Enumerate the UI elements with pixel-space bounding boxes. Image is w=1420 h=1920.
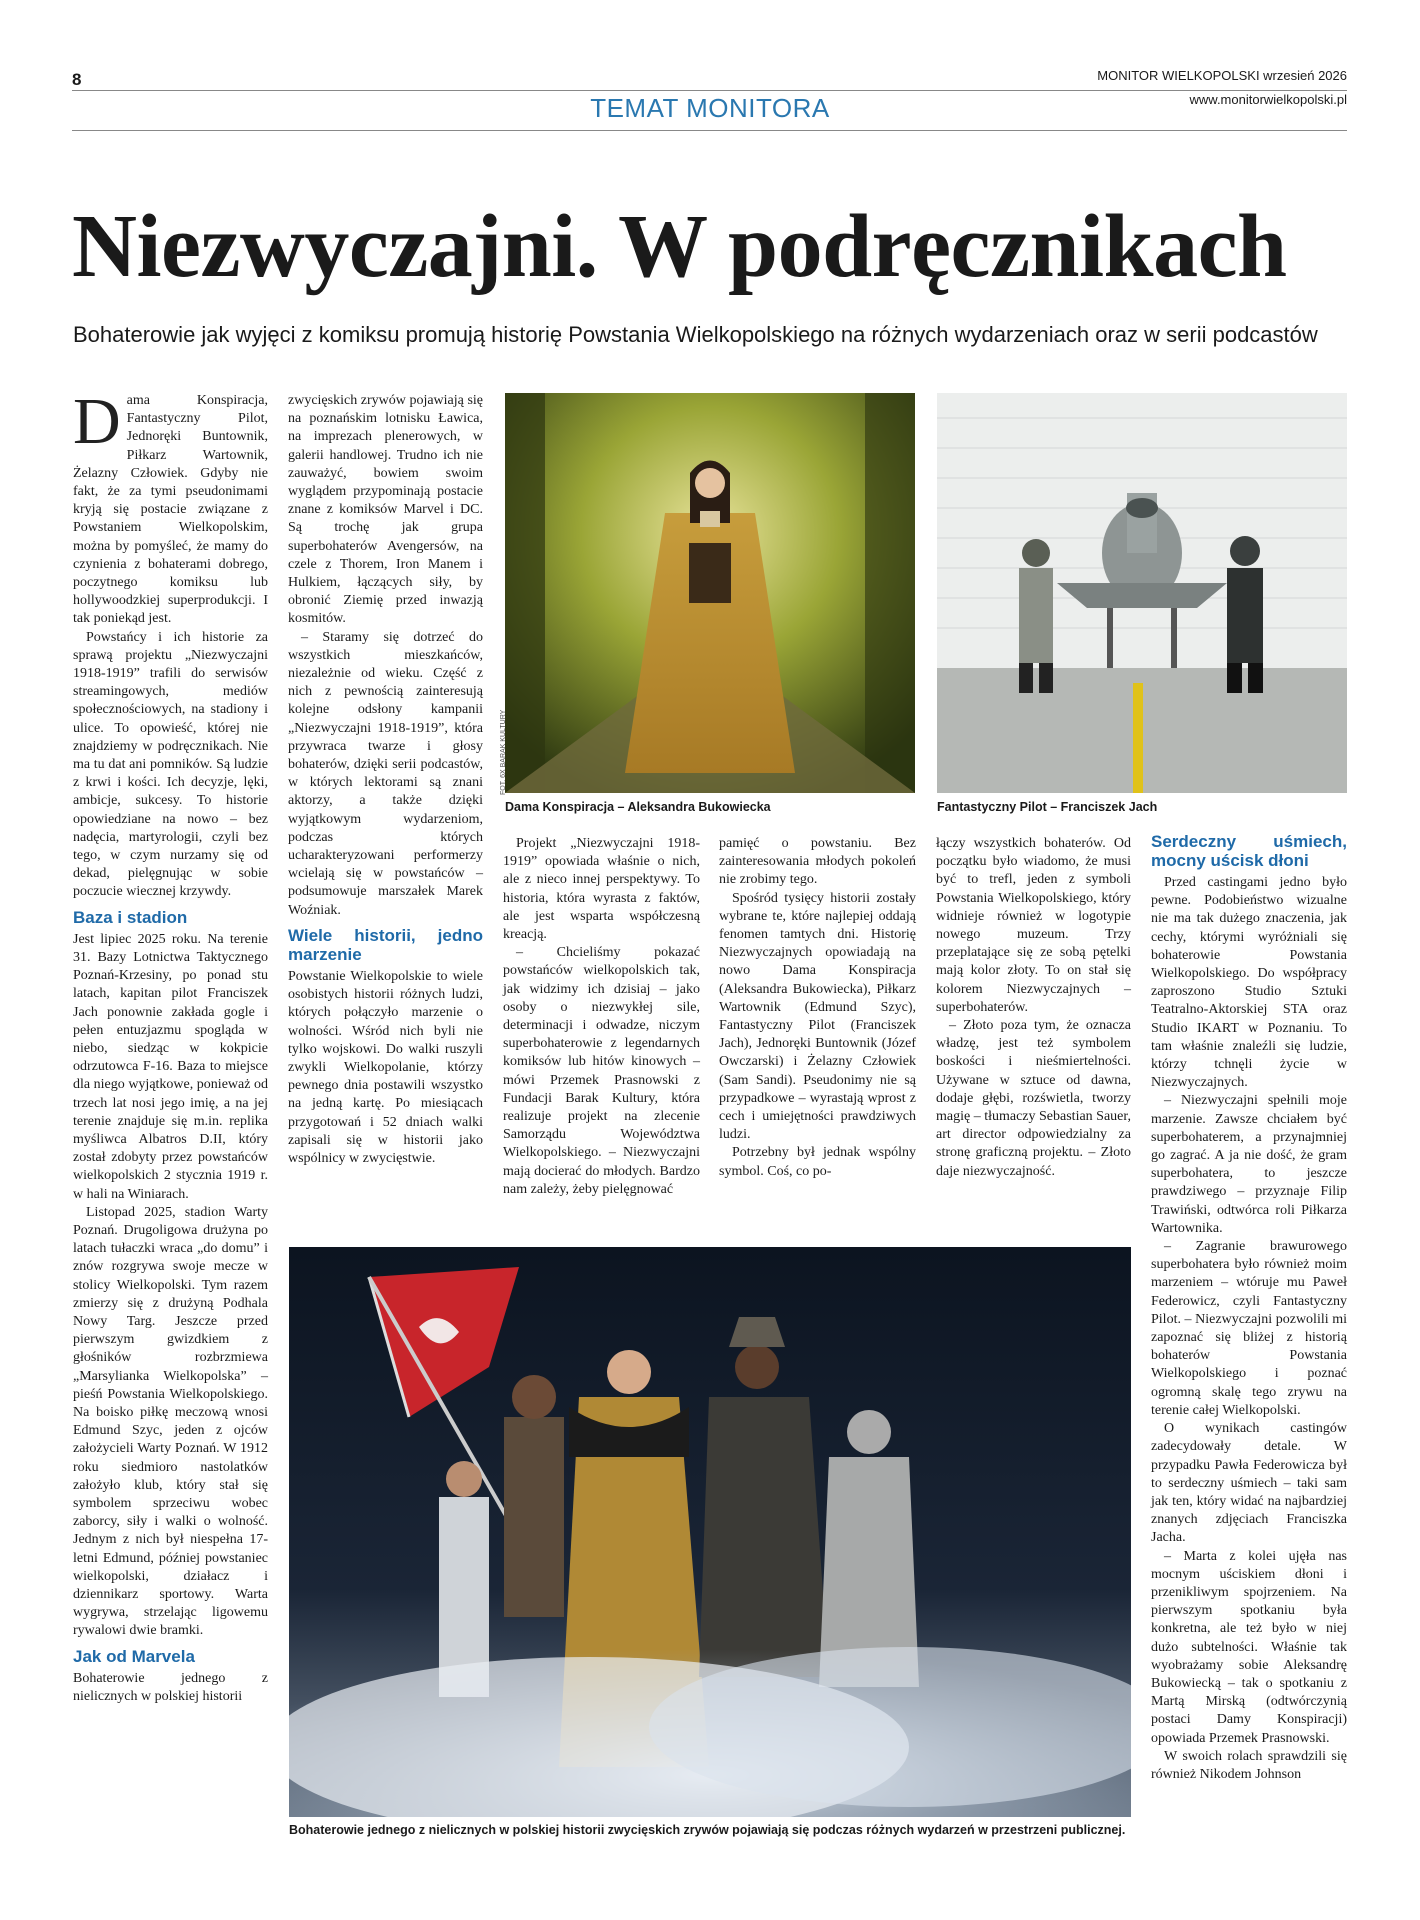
photo-group-with-flag: [289, 1247, 1131, 1817]
paragraph: pamięć o powstaniu. Bez zainteresowania młodych pokoleń nie zrobimy tego.: [719, 836, 916, 888]
paragraph: ama Konspiracja, Fantastyczny Pilot, Jednoręki Buntownik, Piłkarz Wartownik, Żelazny Człowiek. Gdyby nie fakt, że za tymi pseudonimami kryją się postacie związane z Powstaniem Wielkopolskim, można by pomyśleć, że mamy do czynienia z bohaterami dobrego, poczytnego komiksu lub hollywoodzkiej superprodukcji. I tak poniekąd jest.: [73, 393, 268, 627]
forest-portrait-image: [505, 393, 915, 793]
jet-hangar-image: [937, 393, 1347, 793]
photo2-caption: Fantastyczny Pilot – Franciszek Jach: [937, 800, 1158, 814]
paragraph: Potrzebny był jednak wspólny symbol. Coś, co po-: [719, 1145, 916, 1179]
subheading-wiele-historii: Wiele historii, jedno marzenie: [288, 925, 483, 964]
photo1-caption: Dama Konspiracja – Aleksandra Bukowiecka: [505, 800, 771, 814]
paragraph: Spośród tysięcy historii zostały wybrane te, które najlepiej oddają fenomen tamtych dni. Historię Niezwyczajnych opowiadają na nowo Dama Konspiracja (Aleksandra Bukowiecka), Piłkarz Wartownik (Edmund Szyc), Fantastyczny Pilot (Franciszek Jach), Jednoręki Buntownik (Józef Owczarski) i Żelazny Człowiek (Sam Sandi). Pseudonimy nie są przypadkowe – wyrastają wprost z cech i umiejętności prawdziwych ludzi.: [719, 890, 916, 1143]
paragraph: – Chcieliśmy pokazać powstańców wielkopolskich tak, jak widzimy ich dzisiaj – jako osoby o niezwykłej sile, determinacji i odwadze, niczym superbohaterowie z legendarnych komiksów lub hitów kinowych – mówi Przemek Prasnowski z Fundacji Barak Kultury, która realizuje projekt na zlecenie Samorządu Województwa Wielkopolskiego. – Niezwyczajni mają docierać do młodych. Bardzo nam zależy, żeby pielęgnować: [503, 945, 700, 1197]
paragraph: Projekt „Niezwyczajni 1918-1919” opowiada właśnie o nich, ale z nieco innej perspektywy. To historia, która wyrasta z faktów, ale jest wsparta współczesną kreacją.: [503, 836, 700, 943]
paragraph: Bohaterowie jednego z nielicznych w polskiej historii: [73, 1670, 268, 1704]
page-number: 8: [72, 70, 82, 89]
article-title: Niezwyczajni. W podręcznikach: [72, 197, 1287, 296]
paragraph: – Staramy się dotrzeć do wszystkich mieszkańców, niezależnie od wieku. Część z nich z pewnością zainteresują kolejne odsłony kampanii „Niezwyczajni 1918-1919”, która przywraca twarze i głosy bohaterów, dzięki serii podcastów, w których lektorami są znani aktorzy, a także dzięki wyjątkowym wydarzeniom, podczas których ucharakteryzowani performerzy wcielają się w powstańców – podsumowuje marszałek Marek Woźniak.: [288, 629, 483, 918]
article-lead: Bohaterowie jak wyjęci z komiksu promują historię Powstania Wielkopolskiego na różnych wydarzeniach oraz w serii podcastów: [73, 322, 1318, 347]
text-column-3: [503, 835, 700, 1199]
heroes-smoke-image: [289, 1247, 1131, 1817]
drop-cap: D: [73, 385, 121, 458]
subheading-serdeczny-usmiech: Serdeczny uśmiech, mocny uścisk dłoni: [1151, 832, 1347, 870]
paragraph: – Marta z kolei ujęła nas mocnym uściskiem dłoni i przenikliwym spojrzeniem. Na pierwszym spotkaniu była konkretna, ale też było w niej dużo subtelności. Właśnie tak wyobrażamy sobie Aleksandrę Bukowiecką – tak o spotkaniu z Martą Mirską (odtwórczynią postaci Damy Konspiracji) opowiada Przemek Prasnowski.: [1151, 1548, 1347, 1746]
paragraph: – Zagranie brawurowego superbohatera było również moim marzeniem – wtóruje mu Paweł Federowicz, czyli Fantastyczny Pilot. – Niezwyczajni pozwolili mi zapoznać się bliżej z historią bohaterów Powstania Wielkopolskiego i poznać ogromną skalę tego zrywu na terenie całej Wielkopolski.: [1151, 1239, 1347, 1418]
subheading-baza-i-stadion: Baza i stadion: [73, 907, 188, 927]
paragraph: Powstańcy i ich historie za sprawą projektu „Niezwyczajni 1918-1919” trafili do serwisów streamingowych, mediów społecznościowych, na stadiony i ulice. To opowieść, której nie znajdziemy w podręcznikach. Nie ma tu dat ani pomników. Są ludzie z krwi i kości. Ich decyzje, lęki, ambicje, sukcesy. To historie opowiedziane na nowo – bez nadęcia, martyrologii, czyli bez tego, w czym nurzamy się od dekad, pielęgnując w sobie poczucie wiecznej krzywdy.: [73, 629, 268, 900]
photo3-caption: Bohaterowie jednego z nielicznych w polskiej historii zwycięskich zrywów pojawiają się podczas różnych wydarzeń w przestrzeni publicznej.: [289, 1823, 1126, 1837]
text-column-5: [936, 835, 1131, 1181]
text-column-6: [1151, 832, 1347, 1784]
header-rule-bottom: [72, 130, 1347, 131]
text-column-4: [719, 835, 916, 1181]
paragraph: Przed castingami jedno było pewne. Podobieństwo wizualne nie ma tak dużego znaczenia, jak cechy, którymi wyróżniali się bohaterowie Powstania Wielkopolskiego. Do współpracy zaproszono Studio Sztuki Teatralno-Aktorskiej STA oraz Studio IKART w Poznaniu. To tam właśnie znaleźli się ludzie, którzy tchnęli życie w Niezwyczajnych.: [1151, 875, 1347, 1091]
header-rule-top: [72, 90, 1347, 91]
paragraph: – Złoto poza tym, że oznacza władzę, jest też symbolem boskości i nieśmiertelności. Używane w sztuce od dawna, dodaje głębi, rozświetla, tworzy magię – tłumaczy Sebastian Sauer, art director odpowiedzialny za stronę graficzną projektu. – Złoto daje niezwyczajność.: [936, 1018, 1131, 1179]
paragraph: W swoich rolach sprawdzili się również Nikodem Johnson: [1151, 1748, 1347, 1782]
paragraph: Jest lipiec 2025 roku. Na terenie 31. Bazy Lotnictwa Taktycznego Poznań-Krzesiny, po ponad stu latach, kapitan pilot Franciszek Jach ponownie zakłada gogle i pełen entuzjazmu spogląda w niebo, siedząc w kokpicie odrzutowca F-16. Baza to miejsce dla niego wyjątkowe, ponieważ od trzech lat nosi jego imię, a na jej terenie znajduje się m.in. replika myśliwca Albatros D.II, który został zdobyty przez powstańców wielkopolskich 2 stycznia 1919 r. w hali na Winiarach.: [73, 931, 268, 1202]
publication-info: MONITOR WIELKOPOLSKI wrzesień 2026: [1097, 68, 1347, 83]
photo-dama-konspiracja: [505, 393, 915, 793]
paragraph: łączy wszystkich bohaterów. Od początku było wiadomo, że musi być to trefl, jeden z symboli Powstania Wielkopolskiego, który widnieje również w logotypie nowego muzeum. Trzy przeplatające się ze sobą pętelki mają kolor złoty. To on stał się kolorem Niezwyczajnych – superbohaterów.: [936, 836, 1131, 1015]
text-column-2: [288, 392, 483, 1168]
paragraph: zwycięskich zrywów pojawiają się na poznańskim lotnisku Ławica, na imprezach plenerowych, w galerii handlowej. Trudno ich nie zauważyć, bowiem swoim wyglądem przypominają postacie znane z komiksów Marvel i DC. Są trochę jak grupa superbohaterów Avengersów, na czele z Thorem, Iron Manem i Hulkiem, łączących siły, by obronić Ziemię przed inwazją kosmitów.: [288, 393, 483, 627]
photo-fantastyczny-pilot: [937, 393, 1347, 793]
subheading-jak-od-marvela: Jak od Marvela: [73, 1646, 195, 1666]
paragraph: Listopad 2025, stadion Warty Poznań. Drugoligowa drużyna po latach tułaczki wraca „do domu” i znów rozgrywa swoje mecze w stolicy Wielkopolski. Tym razem zmierzy się z drużyną Podhala Nowy Targ. Jeszcze przed pierwszym gwizdkiem z głośników rozbrzmiewa „Marsylianka Wielkopolska” – pieśń Powstania Wielkopolskiego. Na boisko piłkę meczową wnosi Edmund Szyc, jeden z ojców założycieli Warty Poznań. W 1912 roku siedmioro nastolatków założyło klub, który stał się symbolem sprzeciwu wobec zaborcy, siły i walki o wolność. Jednym z nich był niespełna 17-letni Edmund, później powstaniec wielkopolski, działacz i dziennikarz sportowy. Warta wygrywa, strzelając ligowemu rywalowi dwie bramki.: [73, 1204, 268, 1639]
text-column-1: [73, 385, 268, 1862]
paragraph: – Niezwyczajni spełnili moje marzenie. Zawsze chciałem być superbohaterem, a przynajmniej go zagrać. A ja nie dość, że gram superbohatera, to jeszcze prawdziwego – przyznaje Filip Trawiński, odtwórca roli Piłkarza Wartownika.: [1151, 1093, 1347, 1236]
photo-credit: FOT. 6X BARAK KULTURY: [500, 709, 507, 795]
publication-url[interactable]: www.monitorwielkopolski.pl: [1189, 92, 1347, 107]
paragraph: O wynikach castingów zadecydowały detale. W przypadku Pawła Federowicza był to serdeczny uśmiech – taki sam jak ten, który widać na najbardziej znanych zdjęciach Franciszka Jacha.: [1151, 1421, 1347, 1546]
section-label: TEMAT MONITORA: [590, 93, 830, 123]
paragraph: Powstanie Wielkopolskie to wiele osobistych historii różnych ludzi, których połączyło marzenie o wolności. Wśród nich byli nie tylko wojskowi. Do walki ruszyli zwykli Wielkopolanie, którzy pewnego dnia postawili wszystko na jedną kartę. Po miesiącach przygotowań i 52 dniach walki zapisali się w historii jako wspólnicy w zwycięstwie.: [288, 968, 483, 1166]
